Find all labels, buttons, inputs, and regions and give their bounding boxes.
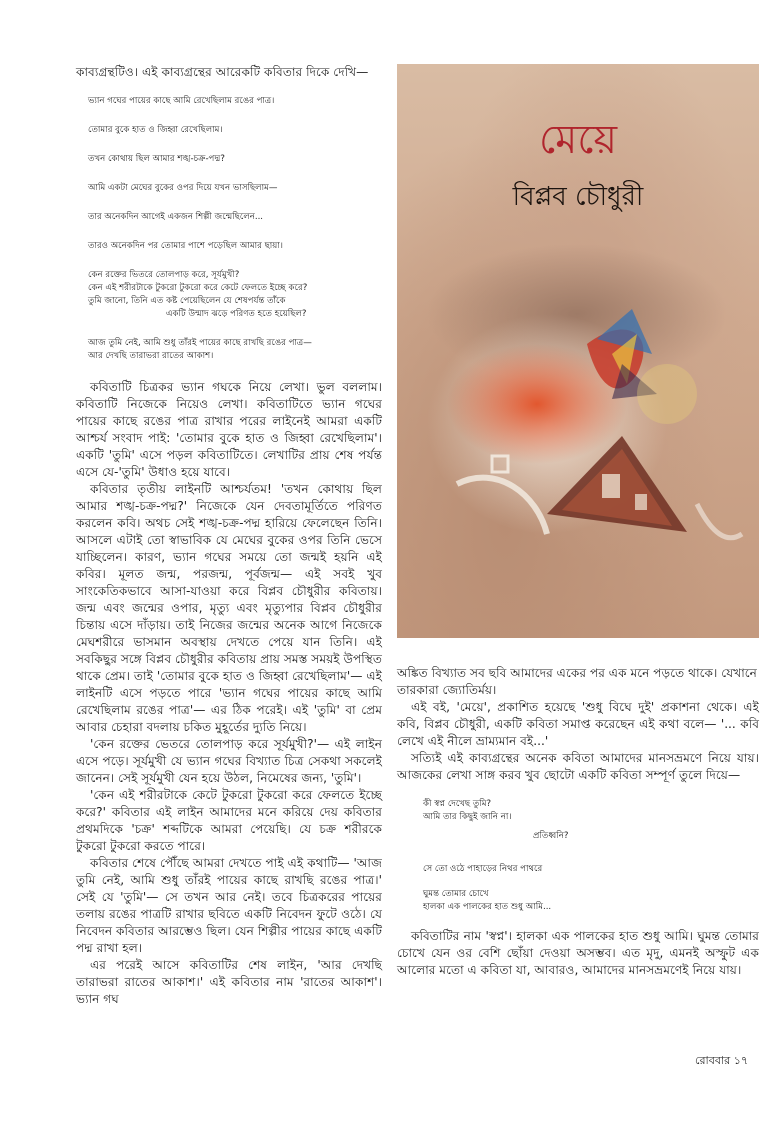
poem-line: হালকা এক পালকের হাত শুধু আমি... — [423, 902, 552, 912]
body-paragraph: এর পরেই আসে কবিতাটির শেষ লাইন, 'আর দেখছি তারাভরা রাতের আকাশ।' এই কবিতার নাম 'রাতের আকাশ'। ভ্যান গঘ — [76, 958, 382, 1006]
poem-line: আর দেখছি তারাভরা রাতের আকাশ। — [88, 351, 214, 361]
poem-stanza — [88, 211, 382, 224]
poem-line: তারও অনেকদিন পর তোমার পাশে পড়েছিল আমার ছায়া। — [88, 241, 283, 251]
body-paragraph: কবিতার শেষে পৌঁছে আমরা দেখতে পাই এই কথাটি— 'আজ তুমি নেই, আমি শুধু তাঁরই পায়ের কাছে রাখছি রঙের পাত্র।' সেই যে 'তুমি'— সে তখন আর নেই। তবে চিত্রকরের পায়ের তলায় রঙের পাত্রটি রাখার ছবিতে একটি নিবেদন ফুটে ওঠে। যে নিবেদন কবিতার আরম্ভেও ছিল। যেন শিল্পীর পায়ের কাছে একটি পদ্ম রাখা হল। — [76, 856, 382, 955]
poem-stanza — [88, 240, 382, 253]
poem-line: আমি তার কিছুই জানি না। — [423, 812, 512, 822]
poem-line: কেন এই শরীরটাকে টুকরো টুকরো করে কেটে ফেলতে ইচ্ছে করে? — [88, 283, 308, 293]
closing-paragraph: কবিতাটির নাম 'স্বপ্ন'। হালকা এক পালকের হাত শুধু আমি। ঘুমন্ত তোমার চোখে যেন ওর বেশি ছোঁয়া দেওয়া অসম্ভব। এত মৃদু, এমনই অস্ফুট এক আলোর মতো এ কবিতা যা, আবারও, আমাদের মানসভ্রমণেই নিয়ে যায়। — [397, 929, 759, 977]
poem-line: তখন কোথায় ছিল আমার শঙ্খ-চক্র-পদ্ম? — [88, 154, 225, 164]
body-paragraph: সত্যিই এই কাব্যগ্রন্থের অনেক কবিতা আমাদের মানসভ্রমণে নিয়ে যায়। আজকের লেখা সাঙ্গ করব খুব ছোটো একটি কবিতা সম্পূর্ণ তুলে দিয়ে— — [397, 751, 759, 782]
right-lead-paragraph: অঙ্কিত বিখ্যাত সব ছবি আমাদের একের পর এক মনে পড়তে থাকে। যেখানে তারকারা জ্যোতির্ময়। — [397, 666, 757, 697]
quoted-poem-swapna — [397, 798, 759, 914]
poem-stanza — [88, 182, 382, 195]
poem-line: তোমার বুকে হাত ও জিহ্বা রেখেছিলাম। — [88, 125, 223, 135]
poem-line: তুমি জানো, তিনি এত কষ্ট পেয়েছিলেন যে শেষপর্যন্ত তাঁকে — [88, 296, 286, 306]
quoted-poem — [76, 95, 382, 363]
poem-stanza — [88, 337, 382, 363]
body-paragraph: এই বই, 'মেয়ে', প্রকাশিত হয়েছে 'শুধু বিঘে দুই' প্রকাশনা থেকে। এই কবি, বিপ্লব চৌধুরী, একটি কবিতা সমাপ্ত করেছেন এই কথা বলে— '... কবি লেখে এই নীলে ভ্রাম্যমান বই...' — [397, 700, 759, 748]
poem-line: কী স্বপ্ন দেখেছ তুমি? — [423, 799, 492, 809]
book-cover — [397, 64, 759, 638]
poem-stanza — [88, 269, 382, 321]
poem-line: তার অনেকদিন আগেই একজন শিল্পী জন্মেছিলেন... — [88, 212, 264, 222]
poem-line: আজ তুমি নেই, আমি শুধু তাঁরই পায়ের কাছে রাখছি রঙের পাত্র— — [88, 338, 312, 348]
right-column — [397, 665, 759, 979]
poem-line: ঘুমন্ত তোমার চোখে — [423, 889, 489, 899]
poem-stanza — [88, 153, 382, 166]
intro-line: কাব্যগ্রন্থটিও। এই কাব্যগ্রন্থের আরেকটি কবিতার দিকে দেখি— — [76, 65, 369, 79]
poem-stanza — [88, 95, 382, 108]
body-paragraph: 'কেন এই শরীরটাকে কেটে টুকরো টুকরো করে ফেলতে ইচ্ছে করে?' কবিতার এই লাইন আমাদের মনে করিয়ে দেয় কবিতার প্রথমদিকে 'চক্র' শব্দটিকে আমরা পেয়েছি। যে চক্র শরীরকে টুকরো টুকরো করতে পারে। — [76, 788, 382, 853]
body-paragraph: 'কেন রক্তের ভেতরে তোলপাড় করে সূর্যমুখী?'— এই লাইন এসে পড়ে। সূর্যমুখী যে ভ্যান গঘের বিখ্যাত চিত্র সেকথা সকলেই জানেন। সেই সূর্যমুখী যেন হয়ে উঠল, নিমেষের জন্য, 'তুমি'। — [76, 737, 382, 785]
cover-title: মেয়ে — [538, 117, 618, 163]
right-body-text — [397, 699, 759, 784]
poem-stanza — [88, 124, 382, 137]
left-body-text — [76, 379, 382, 1008]
body-paragraph: কবিতার তৃতীয় লাইনটি আশ্চর্যতম! 'তখন কোথায় ছিল আমার শঙ্খ-চক্র-পদ্ম?' নিজেকে যেন দেবতামূর্তিতে পরিণত করলেন কবি। অথচ সেই শঙ্খ-চক্র-পদ্ম হারিয়ে ফেলেছেন তিনি। আসলে এটাই তো স্বাভাবিক যে মেঘের বুকের ওপর তিনি ভেসে যাচ্ছিলেন। কারণ, ভ্যান গঘের সময়ে তো জন্মই হয়নি এই কবির। মূলত জন্ম, পরজন্ম, পূর্বজন্ম— এই সবই খুব সাংকেতিকভাবে আসা-যাওয়া করে বিপ্লব চৌধুরীর কবিতায়। জন্ম এবং জন্মের ওপার, মৃত্যু এবং মৃত্যুপার বিপ্লব চৌধুরীর চিন্তায় এসে দাঁড়ায়। তাই নিজের জন্মের অনেক আগে নিজেকে মেঘশরীরে ভাসমান অবস্থায় দেখতে পেয়ে যান তিনি। এই সবকিছুর সঙ্গে বিপ্লব চৌধুরীর কবিতায় প্রায় সমস্ত সময়ই উপস্থিত থাকে প্রেম। তাই 'তোমার বুকে হাত ও জিহ্বা রেখেছিলাম'— এই লাইনটি এসে পড়তে পারে 'ভ্যান গঘের পায়ের কাছে আমি রেখেছিলাম রঙের পাত্র'— এর ঠিক পরেই। এই 'তুমি' বা প্রেম আবার চেহারা বদলায় চকিত মুহূর্তের দ্যুতি নিয়ে। — [76, 482, 382, 734]
poem-echo-line: প্রতিধ্বনি? — [533, 831, 569, 841]
page-footer: রোববার ১৭ — [695, 1054, 748, 1067]
poem-line: আমি একটা মেঘের বুকের ওপর দিয়ে যখন ভাসছিলাম— — [88, 183, 278, 193]
body-paragraph: কবিতাটি চিত্রকর ভ্যান গঘকে নিয়ে লেখা। ভুল বললাম। কবিতাটি নিজেকে নিয়েও লেখা। কবিতাটিতে ভ্যান গঘের পায়ের কাছে রঙের পাত্র রাখার পরের লাইনেই আমরা একটি আশ্চর্য সংবাদ পাই: 'তোমার বুকে হাত ও জিহ্বা রেখেছিলাম'। একটি 'তুমি' এসে পড়ল কবিতাটিতে। লেখাটির প্রায় শেষ পর্যন্ত এসে যে-'তুমি' উধাও হয়ে যাবে। — [76, 380, 382, 479]
cover-author: বিপ্লব চৌধুরী — [512, 182, 644, 212]
left-column — [76, 64, 382, 1008]
poem-line: সে তো ওঠে পাহাড়ের নিথর পাথরে — [423, 864, 543, 874]
poem-line: ভ্যান গঘের পায়ের কাছে আমি রেখেছিলাম রঙের পাত্র। — [88, 96, 275, 106]
poem-line: কেন রক্তের ভিতরে তোলপাড় করে, সূর্যমুখী? — [88, 270, 240, 280]
poem-line: একটি উন্মাদ ঝড়ে পরিণত হতে হয়েছিল? — [166, 309, 307, 319]
